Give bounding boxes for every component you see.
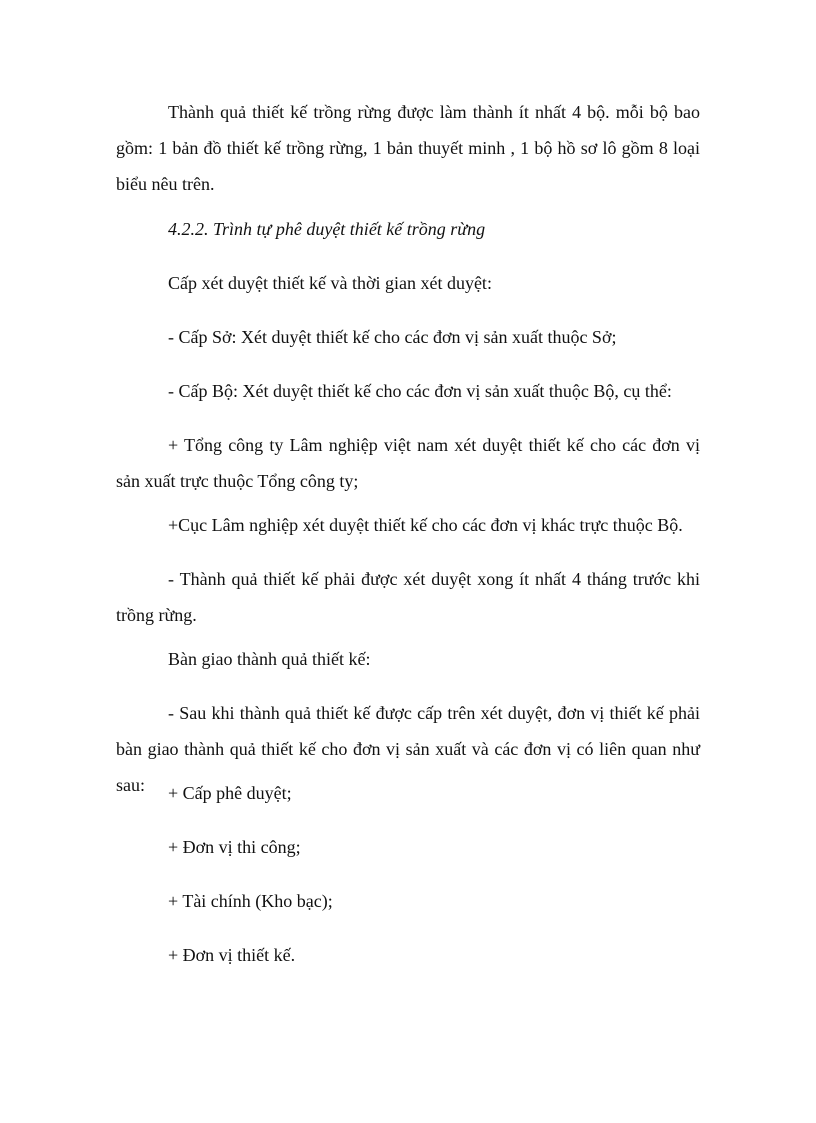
paragraph-approval-deadline: - Thành quả thiết kế phải được xét duyệt xong ít nhất 4 tháng trước khi trồng rừng. (116, 569, 700, 625)
list-item-department-level: - Cấp Sở: Xét duyệt thiết kế cho các đơn vị sản xuất thuộc Sở; (168, 327, 617, 347)
list-item-ministry-level: - Cấp Bộ: Xét duyệt thiết kế cho các đơn vị sản xuất thuộc Bộ, cụ thể: (168, 381, 672, 401)
paragraph-design-results: Thành quả thiết kế trồng rừng được làm thành ít nhất 4 bộ. mỗi bộ bao gồm: 1 bản đồ thiết kế trồng rừng, 1 bản thuyết minh , 1 bộ hồ sơ lô gồm 8 loại biểu nêu trên. (116, 102, 700, 194)
list-item-forestry-department: +Cục Lâm nghiệp xét duyệt thiết kế cho các đơn vị khác trực thuộc Bộ. (168, 515, 683, 535)
paragraph-handover-heading: Bàn giao thành quả thiết kế: (168, 649, 371, 669)
list-item-approving-authority: + Cấp phê duyệt; (168, 783, 292, 803)
section-heading-approval-procedure: 4.2.2. Trình tự phê duyệt thiết kế trồng rừng (168, 219, 486, 239)
list-item-forestry-corporation: + Tổng công ty Lâm nghiệp việt nam xét duyệt thiết kế cho các đơn vị sản xuất trực thuộc Tổng công ty; (116, 435, 700, 491)
list-item-construction-unit: + Đơn vị thi công; (168, 837, 301, 857)
list-item-finance-treasury: + Tài chính (Kho bạc); (168, 891, 333, 911)
paragraph-handover-details: - Sau khi thành quả thiết kế được cấp trên xét duyệt, đơn vị thiết kế phải bàn giao thành quả thiết kế cho đơn vị sản xuất và các đơn vị có liên quan như sau: (116, 703, 700, 795)
paragraph-approval-levels: Cấp xét duyệt thiết kế và thời gian xét duyệt: (168, 273, 492, 293)
list-item-design-unit: + Đơn vị thiết kế. (168, 945, 296, 965)
